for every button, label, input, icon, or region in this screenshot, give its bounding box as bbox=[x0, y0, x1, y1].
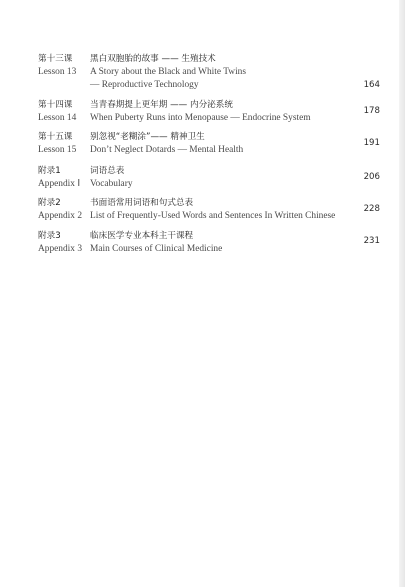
toc-chinese-line bbox=[38, 165, 380, 178]
toc-english-label: Appendix Ⅰ bbox=[38, 179, 81, 189]
toc-english-subtitle: — Reproductive Technology bbox=[90, 80, 199, 90]
toc-english-line bbox=[38, 243, 380, 256]
toc-english-title: When Puberty Runs into Menopause — Endocrine System bbox=[90, 113, 311, 123]
toc-page-number: 164 bbox=[363, 80, 380, 90]
toc-entry-appendix-2 bbox=[38, 197, 380, 230]
toc-chinese-label: 附录3 bbox=[38, 231, 61, 241]
toc-english-label: Appendix 3 bbox=[38, 244, 83, 254]
toc-english-label: Lesson 15 bbox=[38, 145, 77, 155]
toc-english-line bbox=[38, 210, 380, 223]
toc-english-title: Main Courses of Clinical Medicine bbox=[90, 244, 223, 254]
toc-chinese-title: 当青春期提上更年期 —— 内分泌系统 bbox=[90, 100, 233, 110]
toc-chinese-line bbox=[38, 197, 380, 210]
toc-entry-appendix-3 bbox=[38, 230, 380, 260]
toc-entry-lesson-13 bbox=[38, 53, 380, 99]
toc-chinese-label: 第十三课 bbox=[38, 54, 73, 64]
page-edge-shadow bbox=[399, 0, 405, 587]
toc-english-title: A Story about the Black and White Twins bbox=[90, 67, 247, 77]
toc-page-number: 206 bbox=[363, 172, 380, 182]
toc-english-line bbox=[38, 178, 380, 191]
toc-chinese-label: 附录2 bbox=[38, 198, 61, 208]
toc-chinese-title: 黑白双胞胎的故事 —— 生殖技术 bbox=[90, 54, 216, 64]
toc-english-subtitle-line bbox=[38, 79, 380, 92]
toc-chinese-label: 附录1 bbox=[38, 166, 61, 176]
toc-english-line bbox=[38, 66, 380, 79]
toc-chinese-label: 第十四课 bbox=[38, 100, 73, 110]
toc-chinese-title: 词语总表 bbox=[90, 166, 125, 176]
toc-english-label: Lesson 14 bbox=[38, 113, 77, 123]
toc-chinese-line bbox=[38, 99, 380, 112]
table-of-contents bbox=[38, 53, 380, 260]
toc-chinese-label: 第十五课 bbox=[38, 132, 73, 142]
toc-chinese-title: 书面语常用词语和句式总表 bbox=[90, 198, 194, 208]
toc-chinese-line bbox=[38, 230, 380, 243]
toc-page-number: 191 bbox=[363, 138, 380, 148]
toc-english-line bbox=[38, 112, 380, 125]
toc-english-line bbox=[38, 144, 380, 157]
toc-english-title: Vocabulary bbox=[90, 179, 133, 189]
toc-page-number: 231 bbox=[363, 236, 380, 246]
toc-english-label: Lesson 13 bbox=[38, 67, 77, 77]
toc-page-number: 228 bbox=[363, 204, 380, 214]
toc-chinese-title: 临床医学专业本科主干课程 bbox=[90, 231, 194, 241]
toc-entry-lesson-15 bbox=[38, 131, 380, 165]
toc-page-number: 178 bbox=[363, 106, 380, 116]
toc-entry-lesson-14 bbox=[38, 99, 380, 131]
toc-english-title: List of Frequently-Used Words and Sentences In Written Chinese bbox=[90, 211, 336, 221]
toc-chinese-line bbox=[38, 53, 380, 66]
toc-english-label: Appendix 2 bbox=[38, 211, 83, 221]
toc-english-title: Don’t Neglect Dotards — Mental Health bbox=[90, 145, 244, 155]
toc-chinese-title: 别忽视“老糊涂”—— 精神卫生 bbox=[90, 132, 205, 142]
toc-entry-appendix-1 bbox=[38, 165, 380, 197]
toc-chinese-line bbox=[38, 131, 380, 144]
